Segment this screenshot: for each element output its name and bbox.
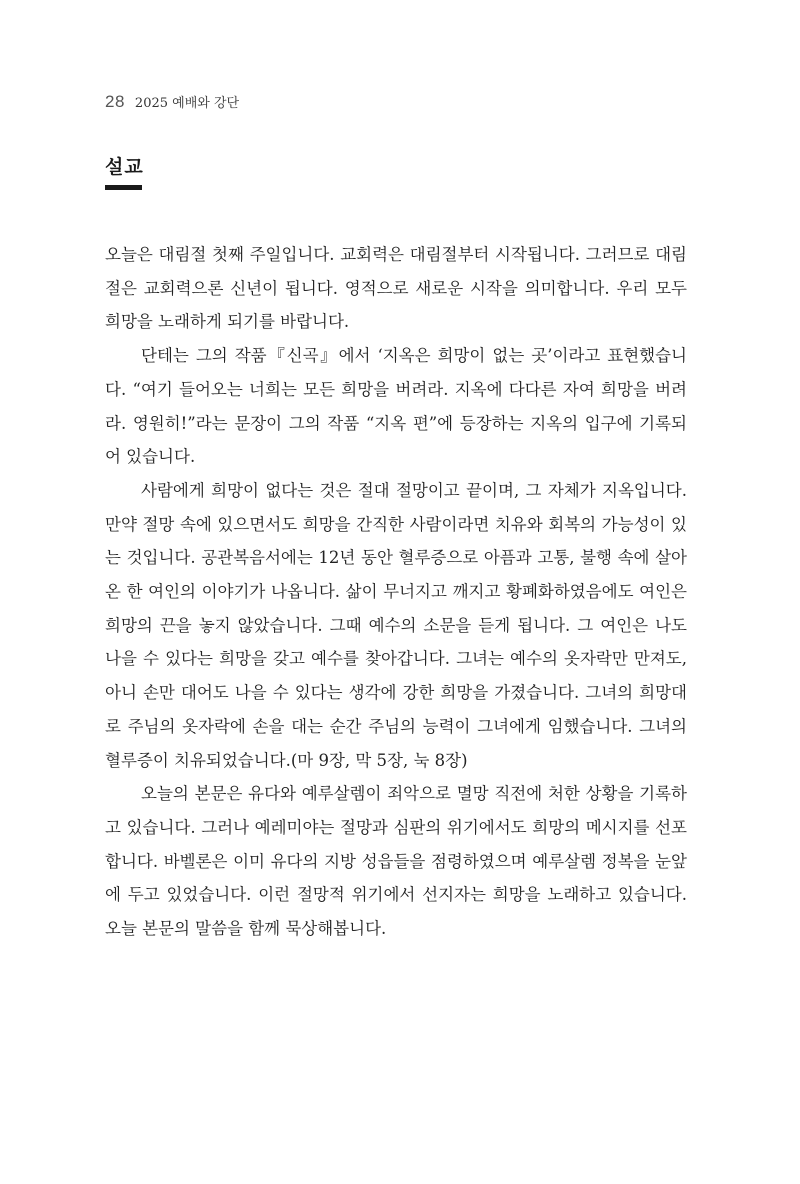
section-heading: 설교 [105, 156, 144, 178]
heading-underline [105, 185, 142, 190]
paragraph: 오늘은 대림절 첫째 주일입니다. 교회력은 대림절부터 시작됩니다. 그러므로 대림절은 교회력으론 신년이 됩니다. 영적으로 새로운 시작을 의미합니다. 우리 모두 희망을 노래하게 되기를 바랍니다. [105, 245, 687, 332]
page-number: 28 [105, 92, 125, 111]
paragraph: 오늘의 본문은 유다와 예루살렘이 죄악으로 멸망 직전에 처한 상황을 기록하고 있습니다. 그러나 예레미야는 절망과 심판의 위기에서도 희망의 메시지를 선포합니다. 바벨론은 이미 유다의 지방 성읍들을 점령하였으며 예루살렘 정복을 눈앞에 두고 있었습니다. 이런 절망적 위기에서 선지자는 희망을 노래하고 있습니다. 오늘 본문의 말씀을 함께 묵상해봅니다. [105, 784, 687, 939]
book-title: 2025 예배와 강단 [134, 96, 240, 111]
paragraph: 사람에게 희망이 없다는 것은 절대 절망이고 끝이며, 그 자체가 지옥입니다. 만약 절망 속에 있으면서도 희망을 간직한 사람이라면 치유와 회복의 가능성이 있는 것입니다. 공관복음서에는 12년 동안 혈루증으로 아픔과 고통, 불행 속에 살아온 한 여인의 이야기가 나옵니다. 삶이 무너지고 깨지고 황폐화하였음에도 여인은 희망의 끈을 놓지 않았습니다. 그때 예수의 소문을 듣게 됩니다. 그 여인은 나도 나을 수 있다는 희망을 갖고 예수를 찾아갑니다. 그녀는 예수의 옷자락만 만져도, 아니 손만 대어도 나을 수 있다는 생각에 강한 희망을 가졌습니다. 그녀의 희망대로 주님의 옷자락에 손을 대는 순간 주님의 능력이 그녀에게 임했습니다. 그녀의 혈루증이 치유되었습니다.(마 9장, 막 5장, 눅 8장) [105, 480, 687, 770]
sermon-body [105, 238, 687, 946]
running-header [105, 92, 239, 116]
paragraph: 단테는 그의 작품『신곡』에서 ‘지옥은 희망이 없는 곳’이라고 표현했습니다. “여기 들어오는 너희는 모든 희망을 버려라. 지옥에 다다른 자여 희망을 버려라. 영원히!”라는 문장이 그의 작품 “지옥 편”에 등장하는 지옥의 입구에 기록되어 있습니다. [105, 346, 687, 467]
